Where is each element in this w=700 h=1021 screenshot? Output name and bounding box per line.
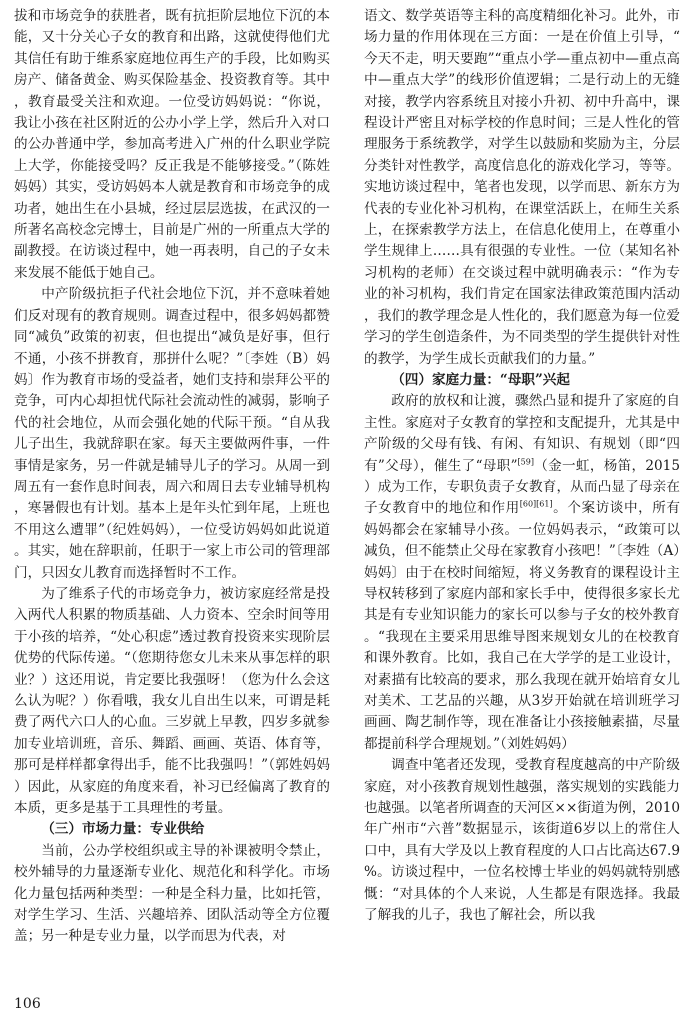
left-paragraph-1: 拔和市场竞争的获胜者，既有抗拒阶层地位下沉的本能，又十分关心子女的教育和出路，这就使得他们尤其信任有助于维系家庭地位再生产的手段，比如购买房产、储备黄金、购买保险基金、投资教育等。其中，教育最受关注和欢迎。一位受访妈妈说：“你说，我让小孩在社区附近的公办小学上学，然后升入对口的公办普通中学，参加高考进入广州的什么职业学院上大学，你能接受吗？反正我是不能够接受。”（陈姓妈妈）其实，受访妈妈本人就是教育和市场竞争的成功者，她出生在小县城，经过层层选拔，在武汉的一所著名高校念完博士，目前是广州的一所重点大学的副教授。在访谈过程中，她一再表明，自己的子女未来发展不能低于她自己。: [14, 8, 330, 281]
right-column: [364, 6, 680, 926]
right-paragraph-2-part-b: （金一虹，杨笛，2015）成为工作，专职负责子女教育，从而凸显了母亲在子女教育中的地位和作用: [364, 457, 680, 517]
page-number: 106: [14, 996, 41, 1012]
left-paragraph-3: 为了维系子代的市场竞争力，被访家庭经常是投入两代人积累的物质基础、人力资本、空余时间等用于小孩的培养，“处心积虑”透过教育投资来实现阶层优势的代际传递。“（您期待您女儿未来从事怎样的职业？）这还用说，肯定要比我强呀！（您为什么会这么认为呢？）你看哦，我女儿自出生以来，可谓是耗费了两代六口人的心血。三岁就上早教，四岁多就参加专业培训班，音乐、舞蹈、画画、英语、体育等，那可是样样都拿得出手，能不比我强吗！”（郭姓妈妈）因此，从家庭的角度来看，补习已经偏离了教育的本质，更多是基于工具理性的考量。: [14, 585, 330, 817]
left-paragraph-2: 中产阶级抗拒子代社会地位下沉，并不意味着她们反对现有的教育规则。调查过程中，很多妈妈都赞同“减负”政策的初衷，但也提出“减负是好事，但行不通，小孩不拼教育，那拼什么呢？”〔李姓（B）妈妈〕作为教育市场的受益者，她们支持和崇拜公平的竞争，可内心却担忧代际社会流动性的减弱，影响子代的社会地位，从而会强化她的代际干预。“自从我儿子出生，我就辞职在家。每天主要做两件事，一件事情是家务，另一件就是辅导儿子的学习。从周一到周五有一套作息时间表，周六和周日去专业辅导机构，寒暑假也有计划。基本上是年头忙到年尾，上班也不用这么遭罪”（纪姓妈妈），一位受访妈妈如此说道。其实，她在辞职前，任职于一家上市公司的管理部门，只因女儿教育而选择暂时不工作。: [14, 286, 330, 581]
right-paragraph-2: [364, 391, 680, 755]
left-column: [14, 6, 330, 948]
citation-superscript: [60][61]: [519, 499, 553, 509]
section-heading-family: （四）家庭力量：“母职”兴起: [391, 371, 570, 388]
right-paragraph-2-part-c: 。个案访谈中，所有妈妈都会在家辅导小孩。一位妈妈表示，“政策可以减负，但不能禁止父母在家教育小孩吧！”〔李姓（A）妈妈〕由于在校时间缩短，将义务教育的课程设计主导权转移到了家庭内部和家长手中，使得很多家长尤其是有专业知识能力的家长可以参与子女的校外教育。“我现在主要采用思维导图来规划女儿的在校教育和课外教育。比如，我自己在大学学的是工业设计，对素描有比较高的要求，那么我现在就开始培育女儿对美术、工艺品的兴趣，从3岁开始就在培训班学习画画、陶艺制作等，现在准备让小孩接触素描，尽量都提前科学合理规划。”（刘姓妈妈）: [364, 500, 681, 752]
right-paragraph-1: 语文、数学英语等主科的高度精细化补习。此外，市场力量的作用体现在三方面：一是在价值上引导，“今天不走，明天要跑”“重点小学—重点初中—重点高中—重点大学”的线形价值逻辑；二是行动上的无缝对接，教学内容系统且对接小升初、初中升高中，课程设计严密且对标学校的作息时间；三是人性化的管理服务于系统教学，对学生以鼓励和奖励为主，分层分类针对性教学，高度信息化的游戏化学习，等等。实地访谈过程中，笔者也发现，以学而思、新东方为代表的专业化补习机构，在课堂活跃上，在师生关系上，在探索教学方法上，在信息化使用上，在尊重小学生规律上……具有很强的专业性。一位（某知名补习机构的老师）在交谈过程中就明确表示：“作为专业的补习机构，我们肯定在国家法律政策范围内活动，我们的教学理念是人性化的，我们愿意为每一位爱学习的学生创造条件，为不同类型的学生提供针对性的教学，为学生成长贡献我们的力量。”: [364, 8, 680, 367]
citation-superscript: [59]: [517, 457, 534, 466]
right-paragraph-3: 调查中笔者还发现，受教育程度越高的中产阶级家庭，对小孩教育规划性越强，落实规划的实践能力也越强。以笔者所调查的天河区××街道为例，2010年广州市“六普”数据显示，该街道6岁以上的常住人口中，具有大学及以上教育程度的人口占比高达67.9%。访谈过程中，一位名校博士毕业的妈妈就特别感慨：“对具体的个人来说，人生都是有限选择。我最了解我的儿子，我也了解社会，所以我: [364, 757, 680, 924]
section-heading-market: （三）市场力量：专业供给: [41, 821, 205, 838]
left-paragraph-4: 当前，公办学校组织或主导的补课被明令禁止，校外辅导的力量逐渐专业化、规范化和科学化。市场化力量包括两种类型：一种是全科力量，比如托管，对学生学习、生活、兴趣培养、团队活动等全方位覆盖；另一种是专业力量，以学而思为代表，对: [14, 842, 330, 945]
right-paragraph-2-part-a: 政府的放权和让渡，骤然凸显和提升了家庭的自主性。家庭对子女教育的掌控和支配提升，尤其是中产阶级的父母有钱、有闲、有知识、有规划（即“四有”父母），催生了“母职”: [364, 393, 680, 474]
